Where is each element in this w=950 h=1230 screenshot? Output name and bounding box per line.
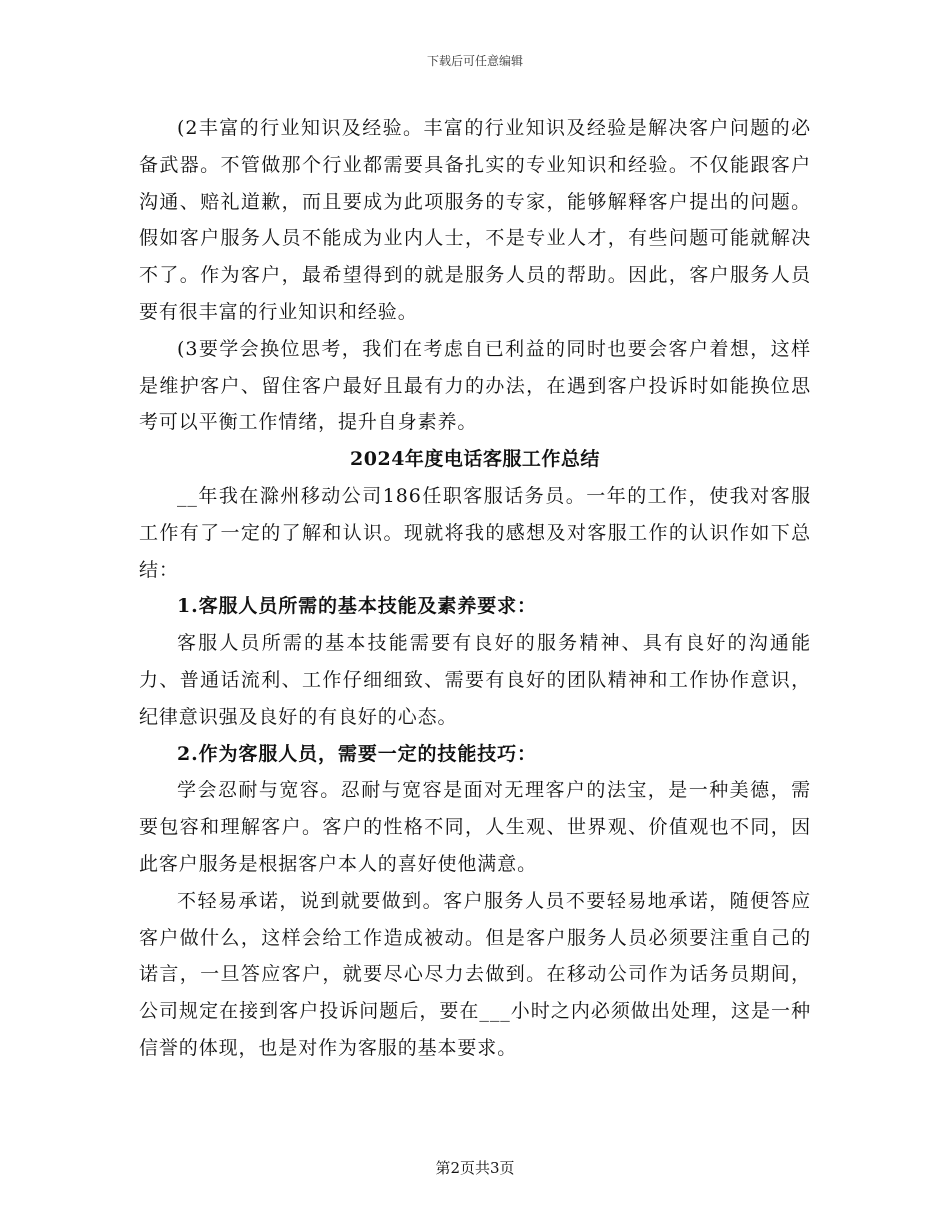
paragraph-empathy: (3要学会换位思考，我们在考虑自已利益的同时也要会客户着想，这样是维护客户、留住客户最好且最有力的办法，在遇到客户投诉时如能换位思考可以平衡工作情绪，提升自身素养。 [139,337,811,434]
article-title: 2024年度电话客服工作总结 [350,448,600,471]
paragraph-basic-skills: 客服人员所需的基本技能需要有良好的服务精神、具有良好的沟通能力、普通话流利、工作仔细细致、需要有良好的团队精神和工作协作意识，纪律意识强及良好的有良好的心态。 [139,632,811,728]
paragraph-promises: 不轻易承诺，说到就要做到。客户服务人员不要轻易地承诺，随便答应客户做什么，这样会给工作造成被动。但是客户服务人员必须要注重自己的诺言，一旦答应客户，就要尽心尽力去做到。在移动公司作为话务员期间，公司规定在接到客户投诉问题后，要在___小时之内必须做出处理，这是一种信誉的体现，也是对作为客服的基本要求。 [139,889,811,1059]
paragraph-intro: __年我在滁州移动公司186任职客服话务员。一年的工作，使我对客服工作有了一定的了解和认识。现就将我的感想及对客服工作的认识作如下总结： [139,484,811,581]
document-body [139,110,811,1067]
section-heading-1: 1.客服人员所需的基本技能及素养要求： [177,595,537,618]
paragraph-industry-knowledge: (2丰富的行业知识及经验。丰富的行业知识及经验是解决客户问题的必备武器。不管做那个行业都需要具备扎实的专业知识和经验。不仅能跟客户沟通、赔礼道歉，而且要成为此项服务的专家，能够解释客户提出的问题。假如客户服务人员不能成为业内人士，不是专业人才，有些问题可能就解决不了。作为客户，最希望得到的就是服务人员的帮助。因此，客户服务人员要有很丰富的行业知识和经验。 [139,117,811,323]
header-note: 下载后可任意编辑 [426,54,523,68]
paragraph-patience: 学会忍耐与宽容。忍耐与宽容是面对无理客户的法宝，是一种美德，需要包容和理解客户。客户的性格不同，人生观、世界观、价值观也不同，因此客户服务是根据客户本人的喜好使他满意。 [139,779,811,875]
section-heading-2: 2.作为客服人员，需要一定的技能技巧： [177,742,537,765]
page-footer: 第2页共3页 [435,1159,515,1177]
